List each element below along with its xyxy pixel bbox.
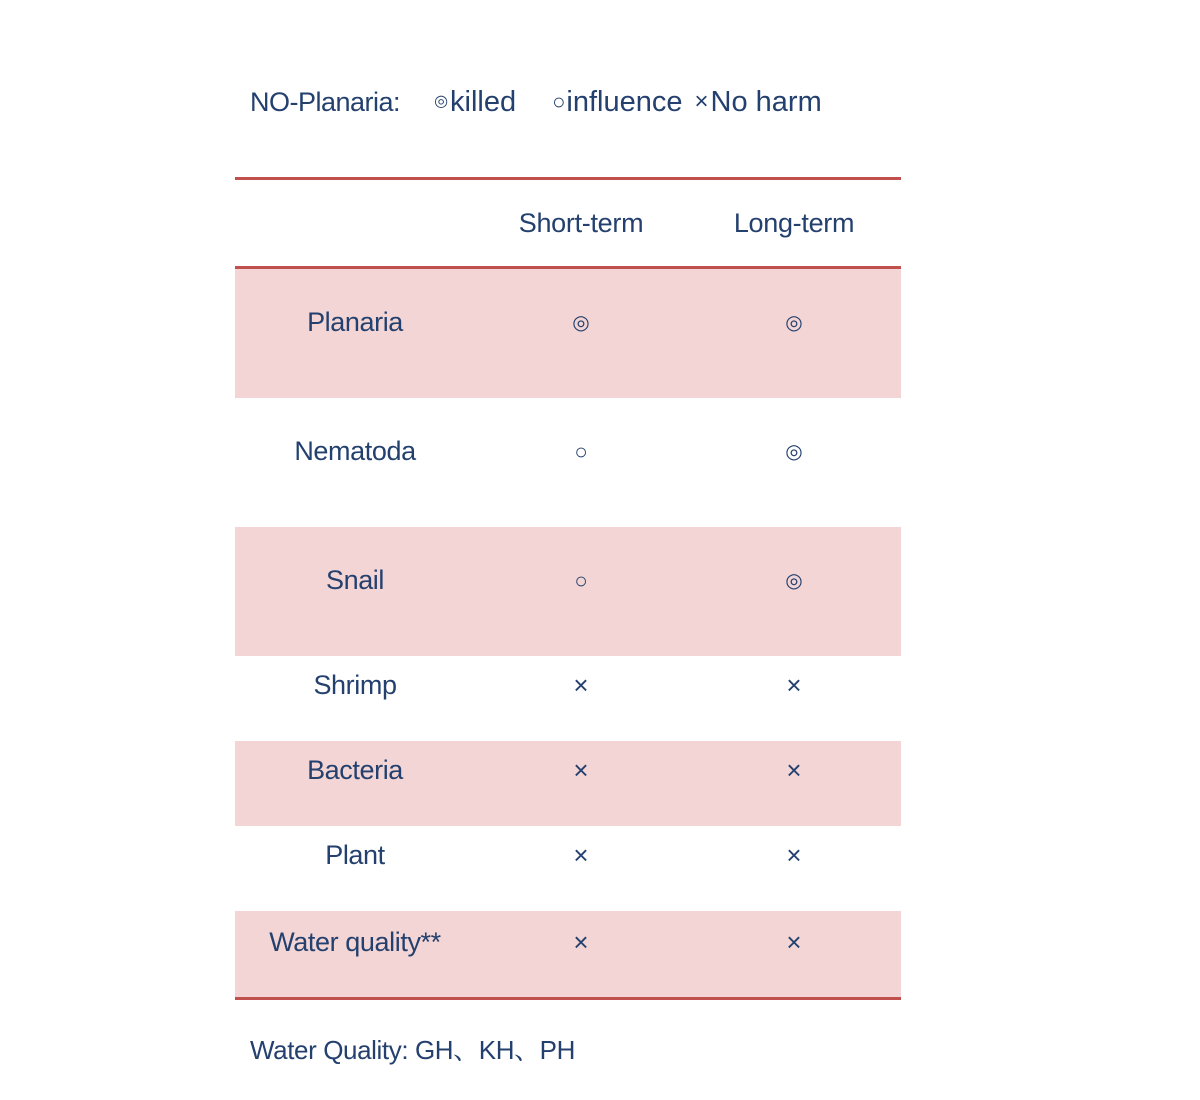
influence-icon: ○ bbox=[574, 567, 588, 593]
header-cell-long-term: Long-term bbox=[733, 207, 855, 238]
table-row-planaria bbox=[235, 269, 901, 398]
table-row-nematoda bbox=[235, 398, 901, 527]
legend-noharm-label: No harm bbox=[710, 85, 822, 118]
influence-icon: ○ bbox=[552, 89, 566, 114]
row-label: Snail bbox=[325, 565, 385, 595]
row-label: Plant bbox=[325, 840, 385, 870]
killed-icon: ◎ bbox=[434, 93, 449, 110]
row-label: Water quality** bbox=[269, 926, 441, 957]
no-harm-icon: × bbox=[573, 840, 589, 870]
row-label: Bacteria bbox=[307, 755, 403, 785]
legend-prefix: NO-Planaria: bbox=[250, 86, 401, 117]
effects-table bbox=[235, 177, 901, 1000]
killed-icon: ◎ bbox=[572, 312, 590, 334]
legend-influence-label: influence bbox=[566, 85, 683, 118]
no-harm-icon: × bbox=[694, 88, 709, 115]
legend-item-killed bbox=[434, 86, 516, 119]
legend-killed-label: killed bbox=[450, 85, 517, 118]
legend bbox=[250, 82, 822, 122]
legend-item-influence bbox=[552, 86, 682, 119]
header-cell-short-term: Short-term bbox=[518, 207, 644, 238]
table-row-bacteria bbox=[235, 741, 901, 826]
row-label: Nematoda bbox=[294, 436, 416, 466]
legend-item-noharm bbox=[695, 86, 822, 119]
no-harm-icon: × bbox=[786, 755, 802, 785]
table-row-plant bbox=[235, 826, 901, 911]
table-row-snail bbox=[235, 527, 901, 656]
killed-icon: ◎ bbox=[785, 570, 803, 592]
no-harm-icon: × bbox=[573, 670, 589, 700]
no-harm-icon: × bbox=[786, 670, 802, 700]
footnote: Water Quality: GH、KH、PH bbox=[250, 1035, 576, 1065]
no-harm-icon: × bbox=[786, 926, 802, 957]
table-header-row bbox=[235, 180, 901, 266]
influence-icon: ○ bbox=[574, 438, 588, 464]
table-row-water-quality bbox=[235, 911, 901, 997]
no-harm-icon: × bbox=[573, 926, 589, 957]
no-harm-icon: × bbox=[786, 840, 802, 870]
row-label: Shrimp bbox=[313, 670, 397, 700]
table-bottom-rule bbox=[235, 997, 901, 1000]
table-row-shrimp bbox=[235, 656, 901, 741]
killed-icon: ◎ bbox=[785, 441, 803, 463]
no-harm-icon: × bbox=[573, 755, 589, 785]
row-label: Planaria bbox=[307, 307, 403, 337]
killed-icon: ◎ bbox=[785, 312, 803, 334]
